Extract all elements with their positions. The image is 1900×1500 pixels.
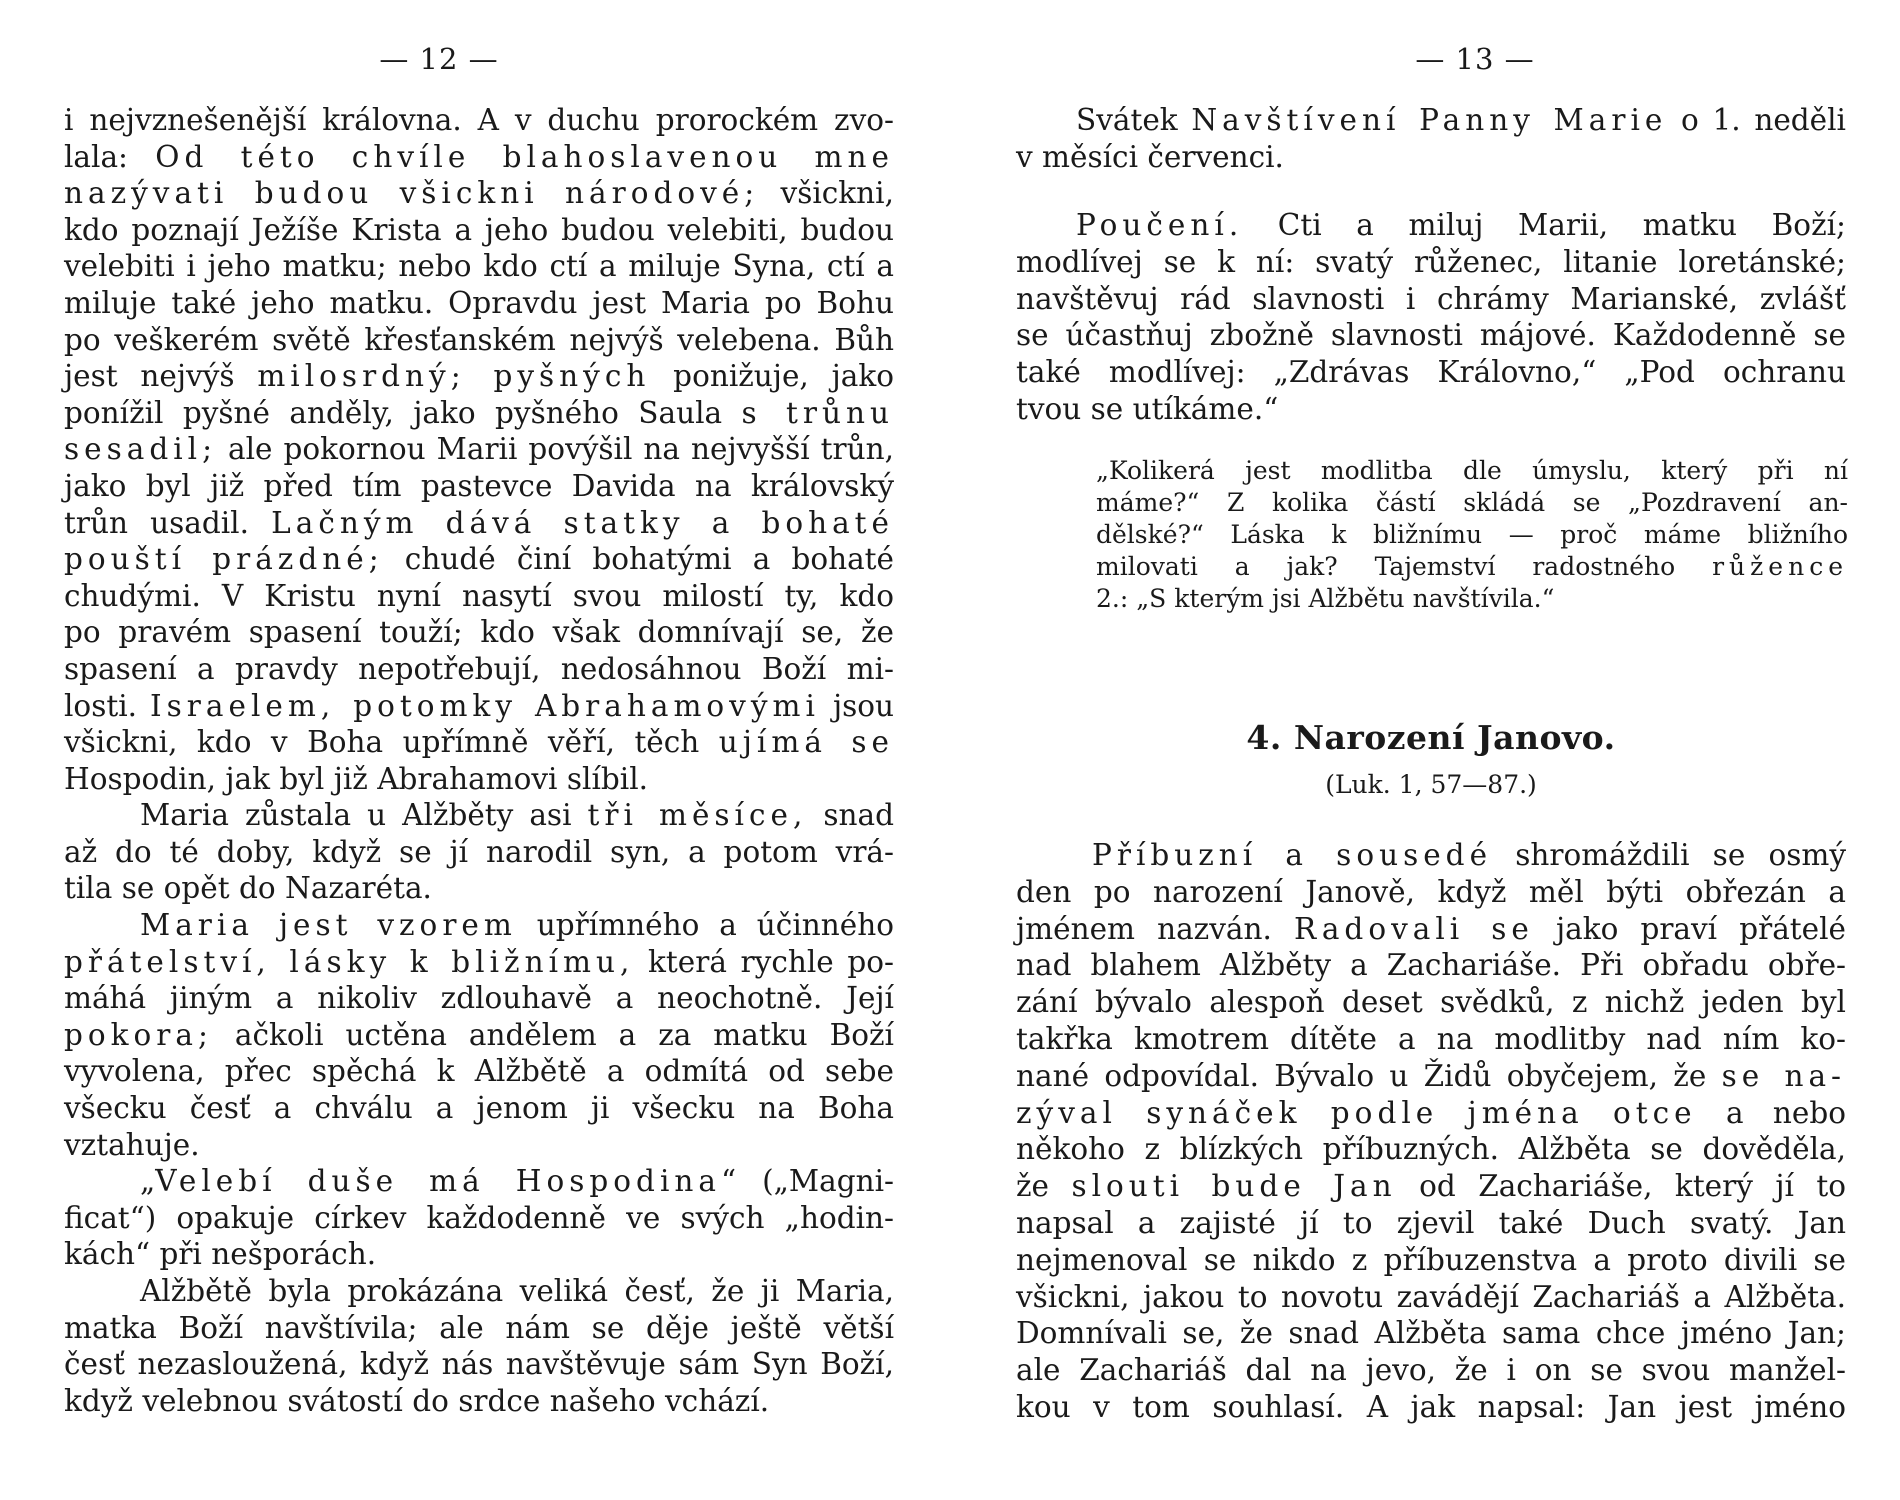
text-run: někoho z blízkých příbuzných. Alžběta se dověděla, xyxy=(1016,1132,1846,1167)
text-line xyxy=(64,1200,894,1237)
text-line xyxy=(64,907,894,944)
spaced-emphasis: s trůnu xyxy=(741,395,894,430)
text-run: nané odpovídal. Bývalo u Židů obyčejem, že xyxy=(1016,1058,1722,1093)
left-page xyxy=(64,0,894,1500)
text-run: trůn usadil. xyxy=(64,505,272,540)
text-line xyxy=(1016,391,1846,428)
text-line xyxy=(64,688,894,725)
text-run: kou v tom souhlasí. A jak napsal: Jan jest jméno xyxy=(1016,1389,1846,1424)
text-run: upřímného a účinného xyxy=(516,908,894,943)
text-run: když velebnou svátostí do srdce našeho vchází. xyxy=(64,1383,770,1418)
text-line xyxy=(64,358,894,395)
text-line xyxy=(1016,1242,1846,1279)
text-run: vztahuje. xyxy=(64,1127,200,1162)
text-run: napsal a zajisté jí to zjevil také Duch svatý. Jan xyxy=(1016,1205,1846,1240)
text-run: nejmenoval se nikdo z příbuzenstva a proto divili se xyxy=(1016,1242,1846,1277)
spaced-emphasis: Israelem, potomky Abrahamovými xyxy=(150,688,820,723)
text-line xyxy=(1016,1021,1846,1058)
text-run: jako praví přátelé xyxy=(1533,911,1846,946)
text-line xyxy=(1016,102,1846,139)
text-line xyxy=(64,541,894,578)
text-line xyxy=(64,285,894,322)
text-run: ačkoli uctěna andělem a za matku Boží xyxy=(212,1017,894,1052)
text-run: Cti a miluj Marii, matku Boží; xyxy=(1243,208,1846,242)
text-run: jako byl již před tím pastevce Davida na královský xyxy=(64,468,894,503)
spaced-emphasis: pouští prázdné; xyxy=(64,542,384,577)
text-run: jest nejvýš xyxy=(64,359,258,394)
text-line xyxy=(64,614,894,651)
spaced-emphasis: nazývati budou všickni národové; xyxy=(64,176,760,211)
text-run: den po narození Janově, když měl býti obřezán a xyxy=(1016,874,1846,909)
text-run: „ xyxy=(140,1164,156,1199)
feast-note xyxy=(1016,102,1846,176)
text-line xyxy=(64,980,894,1017)
spaced-emphasis: Poučení. xyxy=(1076,208,1244,242)
text-run: kách“ při nešporách. xyxy=(64,1237,377,1272)
text-line xyxy=(64,431,894,468)
text-run: Hospodin, jak byl již Abrahamovi slíbil. xyxy=(64,761,649,796)
text-line xyxy=(1096,519,1848,551)
text-run: tvou se utíkáme.“ xyxy=(1016,391,1279,426)
text-run: Alžbětě byla prokázána veliká česť, že ji Maria, xyxy=(140,1274,894,1308)
text-run: „Kolikerá jest modlitba dle úmyslu, který při ní xyxy=(1096,456,1848,485)
questions-block xyxy=(1096,455,1848,615)
text-run: která rychle po- xyxy=(634,944,894,979)
spaced-emphasis: Příbuzní a sousedé xyxy=(1092,838,1493,872)
text-line xyxy=(64,724,894,761)
spaced-emphasis: ujímá se xyxy=(718,725,894,760)
text-run: po veškerém světě křesťanském nejvýš velebena. Bůh xyxy=(64,322,894,357)
left-body-text xyxy=(64,102,894,1419)
text-run: ficat“) opakuje církev každodenně ve svých „hodin- xyxy=(64,1200,894,1235)
text-run: miluje také jeho matku. Opravdu jest Maria po Bohu xyxy=(64,285,894,320)
spaced-emphasis: se na- xyxy=(1721,1058,1846,1093)
text-line xyxy=(64,1090,894,1127)
text-run: ponížil pyšné anděly, jako pyšného Saula xyxy=(64,395,742,430)
section-title: 4. Narození Janovo. xyxy=(1246,718,1616,757)
text-run: “ („Magni- xyxy=(720,1164,894,1199)
text-line xyxy=(64,505,894,542)
text-run: losti. xyxy=(64,688,151,723)
text-line xyxy=(1096,455,1848,487)
text-line xyxy=(1016,1279,1846,1316)
spaced-emphasis: Od této chvíle blahoslavenou mne xyxy=(155,139,894,174)
text-run: všickni, xyxy=(759,176,894,211)
spaced-emphasis: zýval synáček podle jména otce a xyxy=(1016,1095,1749,1130)
text-line xyxy=(64,1383,894,1420)
text-line xyxy=(1016,1058,1846,1095)
text-line xyxy=(64,1163,894,1200)
spaced-emphasis: sesadil; xyxy=(64,432,218,467)
text-run: 2.: „S kterým jsi Alžbětu navštívila.“ xyxy=(1096,584,1555,613)
text-run: kdo poznají Ježíše Krista a jeho budou velebiti, budou xyxy=(64,212,894,247)
text-line xyxy=(1016,139,1846,176)
text-line xyxy=(64,1346,894,1383)
text-run: v měsíci červenci. xyxy=(1016,139,1284,174)
section-reference: (Luk. 1, 57—87.) xyxy=(1325,770,1537,799)
spaced-emphasis: milosrdný; pyšných xyxy=(257,359,651,394)
spaced-emphasis: přátelství, lásky k bližnímu, xyxy=(64,944,635,979)
text-run: lala: xyxy=(64,139,156,174)
text-line xyxy=(1016,354,1846,391)
text-line xyxy=(1016,1352,1846,1389)
text-run: Maria zůstala u Alžběty asi xyxy=(140,798,588,833)
text-run: Domnívali se, že snad Alžběta sama chce jméno Jan; xyxy=(1016,1316,1846,1351)
text-line xyxy=(64,395,894,432)
text-run: nad blahem Alžběty a Zachariáše. Při obřadu obře- xyxy=(1016,948,1846,983)
text-run: matka Boží navštívila; ale nám se děje ještě větší xyxy=(64,1310,894,1345)
spaced-emphasis: pokora; xyxy=(64,1017,213,1052)
spaced-emphasis: růžence xyxy=(1712,552,1848,581)
text-line xyxy=(1096,551,1848,583)
text-run: ponižuje, jako xyxy=(650,359,894,394)
text-line xyxy=(64,1236,894,1273)
text-line xyxy=(1016,1205,1846,1242)
spaced-emphasis: Lačným dává statky a bohaté xyxy=(271,505,894,540)
text-line xyxy=(64,468,894,505)
text-line xyxy=(64,797,894,834)
text-line xyxy=(64,651,894,688)
text-run: o 1. neděli xyxy=(1667,103,1846,137)
text-line xyxy=(1096,583,1848,615)
text-run: modlívej se k ní: svatý růženec, litanie loretánské; xyxy=(1016,244,1846,279)
text-run: máme?“ Z kolika částí skládá se „Pozdravení an- xyxy=(1096,488,1848,517)
text-run: milovati a jak? Tajemství radostného xyxy=(1096,552,1713,581)
text-run: všecku česť a chválu a jenom ji všecku na Boha xyxy=(64,1091,894,1126)
text-run: i nejvznešenější královna. A v duchu prorockém zvo- xyxy=(64,103,894,137)
text-line xyxy=(64,212,894,249)
text-line xyxy=(1016,1131,1846,1168)
text-run: ale Zachariáš dal na jevo, že i on se svou manžel- xyxy=(1016,1353,1846,1388)
text-line xyxy=(64,175,894,212)
text-run: spasení a pravdy nepotřebují, nedosáhnou Boží mi- xyxy=(64,651,894,686)
text-run: dělské?“ Láska k bližnímu — proč máme bližního xyxy=(1096,520,1848,549)
text-run: shromáždili se osmý xyxy=(1492,838,1846,872)
text-line xyxy=(64,1017,894,1054)
text-run: po pravém spasení touží; kdo však domnívají se, že xyxy=(64,615,894,650)
text-run: všickni, jakou to novotu zavádějí Zachariáš a Alžběta. xyxy=(1016,1279,1846,1314)
text-line xyxy=(1016,947,1846,984)
text-line xyxy=(1016,984,1846,1021)
text-run: snad xyxy=(807,798,894,833)
text-line xyxy=(1016,1389,1846,1426)
text-line xyxy=(1016,1168,1846,1205)
text-run: Svátek xyxy=(1076,103,1192,137)
spaced-emphasis: Maria jest vzorem xyxy=(140,908,517,943)
text-line xyxy=(64,1053,894,1090)
text-line xyxy=(64,578,894,615)
text-run: že xyxy=(1016,1169,1072,1204)
text-line xyxy=(1016,207,1846,244)
text-line xyxy=(1016,281,1846,318)
text-run: takřka kmotrem dítěte a na modlitby nad ním ko- xyxy=(1016,1021,1846,1056)
text-line xyxy=(64,248,894,285)
text-run: navštěvuj rád slavnosti i chrámy Marianské, zvlášť xyxy=(1016,281,1846,316)
text-line xyxy=(64,1127,894,1164)
text-line xyxy=(64,1273,894,1310)
text-run: jsou xyxy=(819,688,894,723)
text-run: zání bývalo alespoň deset svědků, z nichž jeden byl xyxy=(1016,985,1846,1020)
text-line xyxy=(64,102,894,139)
page-number-left: — 12 — xyxy=(379,42,499,76)
text-run: jménem nazván. xyxy=(1016,911,1294,946)
text-line xyxy=(64,1310,894,1347)
text-line xyxy=(64,322,894,359)
text-line xyxy=(64,834,894,871)
text-line xyxy=(1016,1095,1846,1132)
text-run: vyvolena, přec spěchá k Alžbětě a odmítá od sebe xyxy=(64,1054,894,1089)
text-run: nebo xyxy=(1748,1095,1846,1130)
text-run: také modlívej: „Zdrávas Královno,“ „Pod ochranu xyxy=(1016,355,1846,390)
text-line xyxy=(1016,1315,1846,1352)
text-run: chudé činí bohatými a bohaté xyxy=(383,542,894,577)
text-line xyxy=(1096,487,1848,519)
text-run: od Zachariáše, který jí to xyxy=(1396,1169,1846,1204)
lesson-paragraph xyxy=(1016,207,1846,428)
text-line xyxy=(1016,911,1846,948)
text-run: česť nezasloužená, když nás navštěvuje sám Syn Boží, xyxy=(64,1347,894,1382)
spaced-emphasis: tři měsíce, xyxy=(587,798,808,833)
text-line xyxy=(64,139,894,176)
text-run: všickni, kdo v Boha upřímně věří, těch xyxy=(64,725,719,760)
spaced-emphasis: slouti bude Jan xyxy=(1071,1169,1397,1204)
text-run: ale pokornou Marii povýšil na nejvyšší trůn, xyxy=(217,432,894,467)
text-run: se účastňuj zbožně slavnosti májové. Každodenně se xyxy=(1016,318,1846,353)
spaced-emphasis: Velebí duše má Hospodina xyxy=(155,1164,721,1199)
text-line xyxy=(64,870,894,907)
text-run: až do té doby, když se jí narodil syn, a potom vrá- xyxy=(64,834,894,869)
text-run: tila se opět do Nazaréta. xyxy=(64,871,432,906)
text-line xyxy=(64,944,894,981)
page-number-right: — 13 — xyxy=(1415,42,1535,76)
spaced-emphasis: Radovali se xyxy=(1293,911,1534,946)
text-line xyxy=(1016,837,1846,874)
text-line xyxy=(1016,244,1846,281)
text-run: chudými. V Kristu nyní nasytí svou milostí ty, kdo xyxy=(64,578,894,613)
text-line xyxy=(64,761,894,798)
spaced-emphasis: Navštívení Panny Marie xyxy=(1191,103,1668,137)
right-page xyxy=(1016,0,1846,1500)
text-line xyxy=(1016,317,1846,354)
section-body-text xyxy=(1016,837,1846,1426)
text-run: velebiti i jeho matku; nebo kdo ctí a miluje Syna, ctí a xyxy=(64,249,894,284)
text-line xyxy=(1016,874,1846,911)
text-run: máhá jiným a nikoliv zdlouhavě a neochotně. Její xyxy=(64,981,894,1016)
